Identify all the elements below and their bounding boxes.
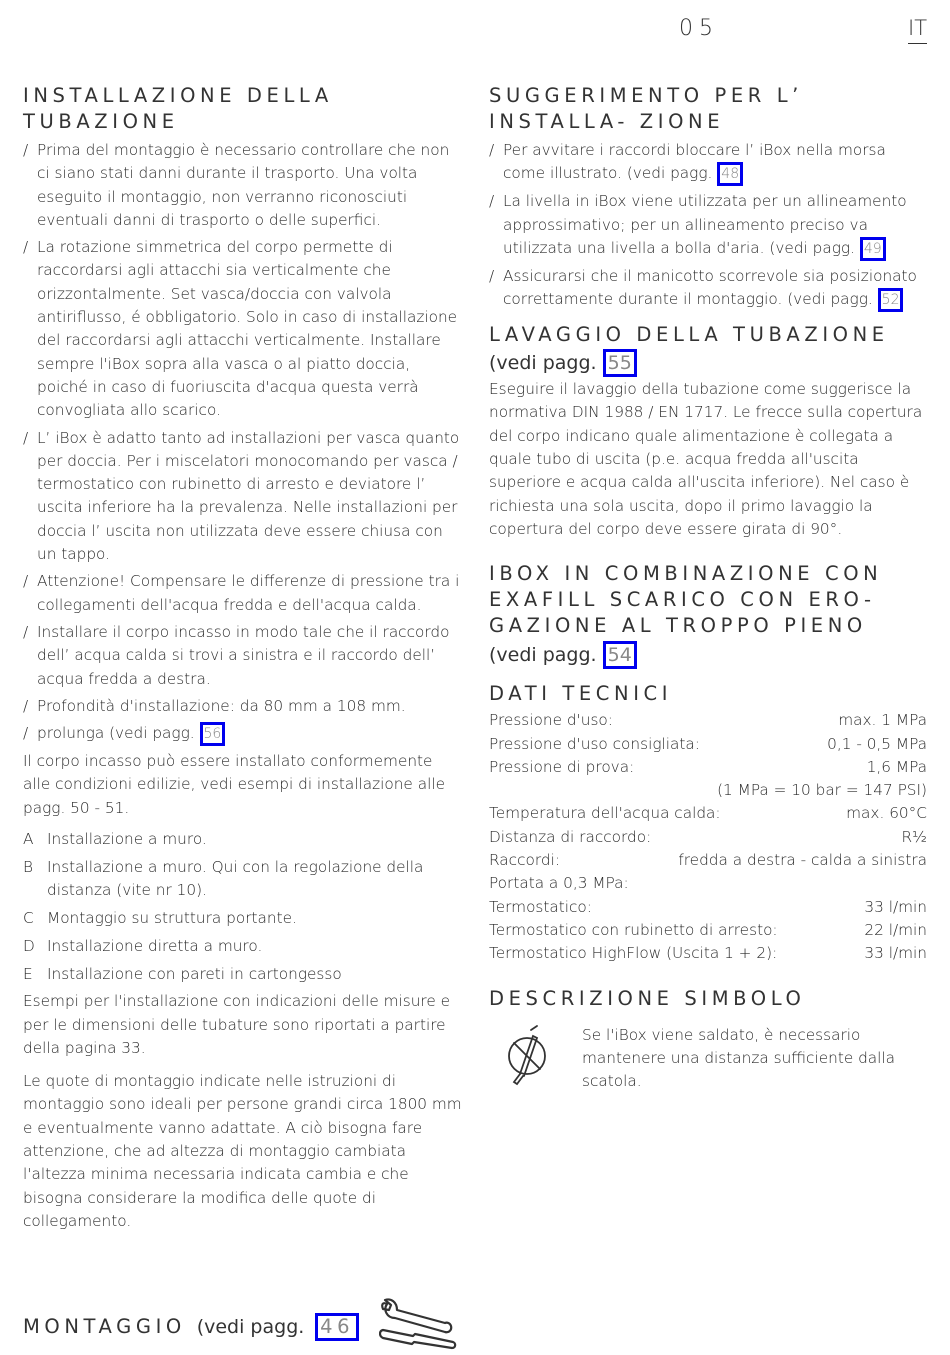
table-row: Pressione di prova: 1,6 MPa	[489, 757, 927, 776]
tools-icon	[379, 1294, 459, 1354]
tech-data-table	[489, 709, 927, 965]
table-row: Temperatura dell'acqua calda: max. 60°C	[489, 804, 927, 823]
language-label: IT	[908, 16, 927, 44]
list-item: / Installare il corpo incasso in modo tale che il raccordo dell’ acqua calda si trovi a sinistra e il raccordo dell’ acqua fredda a destra.	[23, 622, 450, 688]
list-item: B Installazione a muro. Qui con la regolazione della distanza (vite nr 10).	[23, 857, 424, 900]
page-number: 05	[679, 16, 719, 41]
list-item: / Profondità d'installazione: da 80 mm a 108 mm.	[23, 696, 406, 715]
section-title-lavaggio: LAVAGGIO DELLA TUBAZIONE	[489, 323, 889, 347]
installazione-body: Il corpo incasso può essere installato conformemente alle condizioni edilizie, vedi esempi di installazione alle pagg. 50 - 51.	[23, 752, 445, 817]
list-item: / Per avvitare i raccordi bloccare l’ iBox nella morsa come illustrato. (vedi pagg. 48	[489, 139, 929, 186]
table-row: Termostatico HighFlow (Uscita 1 + 2): 33 l/min	[489, 944, 927, 963]
symbol-text: Se l'iBox viene saldato, è necessario mantenere una distanza sufficiente dalla scatola.	[582, 1025, 896, 1091]
esempi-text: Esempi per l'installazione con indicazioni delle misure e per le dimensioni delle tubature sono riportati a partire della pagina 33.	[23, 992, 451, 1057]
page-ref-48[interactable]: 48	[717, 162, 743, 186]
list-item: / Attenzione! Compensare le differenze di pressione tra i collegamenti dell'acqua fredda e dell'acqua calda.	[23, 572, 460, 614]
suggerimento-list	[489, 139, 929, 312]
table-row: Raccordi: fredda a destra - calda a sinistra	[489, 851, 927, 870]
page-ref-52[interactable]: 52	[878, 288, 904, 312]
table-row: Termostatico con rubinetto di arresto: 22 l/min	[489, 920, 927, 939]
page-ref-55[interactable]: 55	[603, 349, 637, 377]
lavaggio-body: Eseguire il lavaggio della tubazione come suggerisce la normativa DIN 1988 / EN 1717. Le frecce sulla copertura del corpo indicano quale alimentazione è collegata a quale tubo di uscita (p.e. acqua fredda all'uscita superiore e acqua calda all'uscita inferiore). Nel caso è richiesta una sola uscita, dopo il primo lavaggio la copertura del corpo deve essere girata di 90°.	[489, 380, 923, 538]
list-item: / La livella in iBox viene utilizzata per un allineamento approssimativo; per un allineamento preciso va utilizzata una livella a bolla d'aria. (vedi pagg. 49	[489, 190, 929, 261]
section-title-montaggio: MONTAGGIO	[23, 1315, 186, 1338]
list-item-prolunga: / prolunga (vedi pagg. 56	[23, 722, 463, 746]
list-item: C Montaggio su struttura portante.	[23, 908, 297, 927]
page-ref-49[interactable]: 49	[860, 237, 886, 261]
table-row: Distanza di raccordo: R½	[489, 827, 927, 846]
quote-text: Le quote di montaggio indicate nelle istruzioni di montaggio sono ideali per persone grandi circa 1800 mm e eventualmente vanno adattate. A ciò bisogna fare attenzione, che ad altezza di montaggio cambiata l'altezza minima necessaria indicata cambia e che bisogna considerare la modifica delle quote di collegamento.	[23, 1072, 462, 1230]
lavaggio-ref: (vedi pagg. 55	[489, 348, 929, 378]
table-row: Pressione d'uso: max. 1 MPa	[489, 711, 927, 730]
section-title-installazione: INSTALLAZIONE DELLA TUBAZIONE	[23, 84, 333, 133]
table-row: Pressione d'uso consigliata: 0,1 - 0,5 MPa	[489, 734, 927, 753]
section-title-ibox: IBOX IN COMBINAZIONE CON EXAFILL SCARICO CON ERO- GAZIONE AL TROPPO PIENO	[489, 562, 883, 638]
table-row: (1 MPa = 10 bar = 147 PSI)	[717, 781, 927, 800]
right-column	[489, 83, 929, 1094]
list-item: / Assicurarsi che il manicotto scorrevole sia posizionato correttamente durante il montaggio. (vedi pagg. 52	[489, 265, 929, 312]
page-ref-46[interactable]: 46	[315, 1313, 359, 1341]
list-item: E Installazione con pareti in cartongesso	[23, 964, 342, 983]
section-title-dati-tecnici: DATI TECNICI	[489, 682, 673, 706]
table-row: Termostatico: 33 l/min	[489, 897, 927, 916]
page-ref-56[interactable]: 56	[200, 722, 226, 746]
installazione-options	[23, 828, 463, 986]
ibox-ref: (vedi pagg. 54	[489, 639, 929, 671]
left-column	[23, 83, 463, 1233]
list-item: / Prima del montaggio è necessario controllare che non ci siano stati danni durante il trasporto. Una volta eseguito il montaggio, non verranno riconosciuti eventuali danni di trasporto o delle superfici.	[23, 141, 450, 229]
no-soldering-icon	[503, 1024, 578, 1094]
list-item: D Installazione diretta a muro.	[23, 936, 263, 955]
list-item: A Installazione a muro.	[23, 830, 207, 849]
symbol-description	[489, 1024, 929, 1094]
table-row: Portata a 0,3 MPa:	[489, 874, 629, 893]
list-item: / L’ iBox è adatto tanto ad installazioni per vasca quanto per doccia. Per i miscelatori monocomando per vasca / termostatico con rubinetto di arresto e deviatore l’ uscita inferiore ha la prevalenza. Nelle installazioni per doccia l’ uscita non utilizzata deve essere chiusa con un tappo.	[23, 428, 460, 564]
section-title-suggerimento: SUGGERIMENTO PER L’ INSTALLA- ZIONE	[489, 84, 803, 133]
montaggio-section: MONTAGGIO (vedi pagg. 46	[23, 1300, 459, 1354]
section-title-descrizione: DESCRIZIONE SIMBOLO	[489, 986, 806, 1010]
installazione-list	[23, 139, 463, 746]
page-ref-54[interactable]: 54	[603, 641, 637, 669]
list-item: / La rotazione simmetrica del corpo permette di raccordarsi agli attacchi sia verticalmente che orizzontalmente. Set vasca/doccia con valvola antiriflusso, é obbligatorio. Solo in caso di installazione del raccordarsi agli attacchi verticalmente. Installare sempre l'iBox sopra alla vasca o al piatto doccia, poiché in caso di fuoriuscita d'acqua questa verrà convogliata allo scarico.	[23, 238, 458, 420]
